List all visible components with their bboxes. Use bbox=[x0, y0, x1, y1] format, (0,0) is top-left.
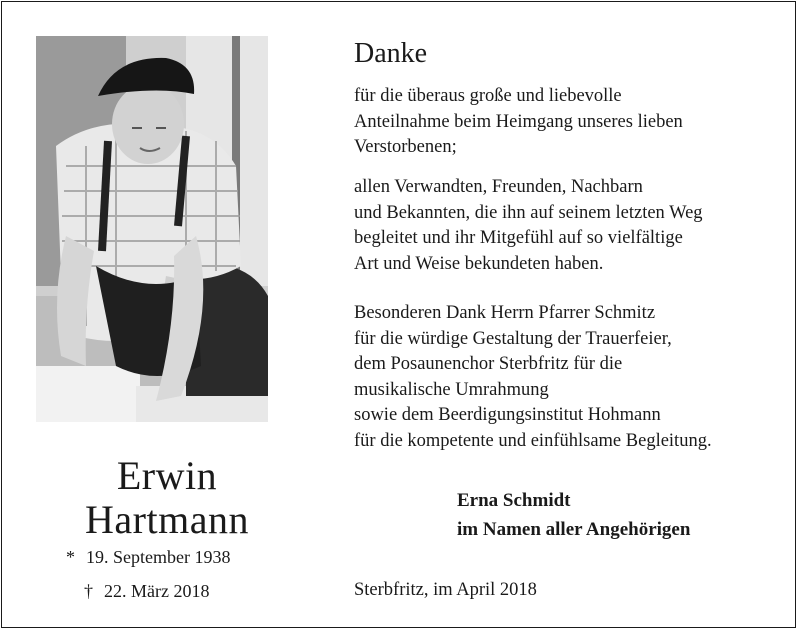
birth-symbol: * bbox=[66, 547, 75, 567]
signature bbox=[457, 486, 690, 544]
paragraph-sympathy: für die überaus große und liebevolle Anteilnahme beim Heimgang unseres lieben Verstorbenen; bbox=[354, 86, 683, 157]
death-line bbox=[84, 580, 209, 602]
obituary-notice bbox=[1, 1, 796, 628]
death-symbol: † bbox=[84, 581, 93, 601]
birth-date: 19. September 1938 bbox=[86, 547, 231, 567]
place-date: Sterbfritz, im April 2018 bbox=[354, 580, 537, 600]
birth-line bbox=[66, 546, 230, 568]
portrait-photo bbox=[36, 36, 268, 422]
deceased-first-name: Erwin bbox=[116, 453, 218, 498]
paragraph-special-thanks: Besonderen Dank Herrn Pfarrer Schmitz für die würdige Gestaltung der Trauerfeier, dem Posaunenchor Sterbfritz für die musikalische Umrahmung sowie dem Beerdigungsinstitut Hohmann für die kompetente und einfühlsame Begleitung. bbox=[354, 303, 712, 451]
deceased-last-name: Hartmann bbox=[85, 497, 249, 542]
paragraph-relatives: allen Verwandten, Freunden, Nachbarn und Bekannten, die ihn auf seinem letzten Weg begleitet und ihr Mitgefühl auf so vielfältige Art und Weise bekundeten haben. bbox=[354, 177, 703, 274]
signature-role: im Namen aller Angehörigen bbox=[457, 519, 691, 540]
signature-name: Erna Schmidt bbox=[457, 490, 571, 511]
portrait-photo-image bbox=[36, 36, 268, 422]
death-date: 22. März 2018 bbox=[104, 581, 210, 601]
notice-heading: Danke bbox=[354, 38, 428, 69]
